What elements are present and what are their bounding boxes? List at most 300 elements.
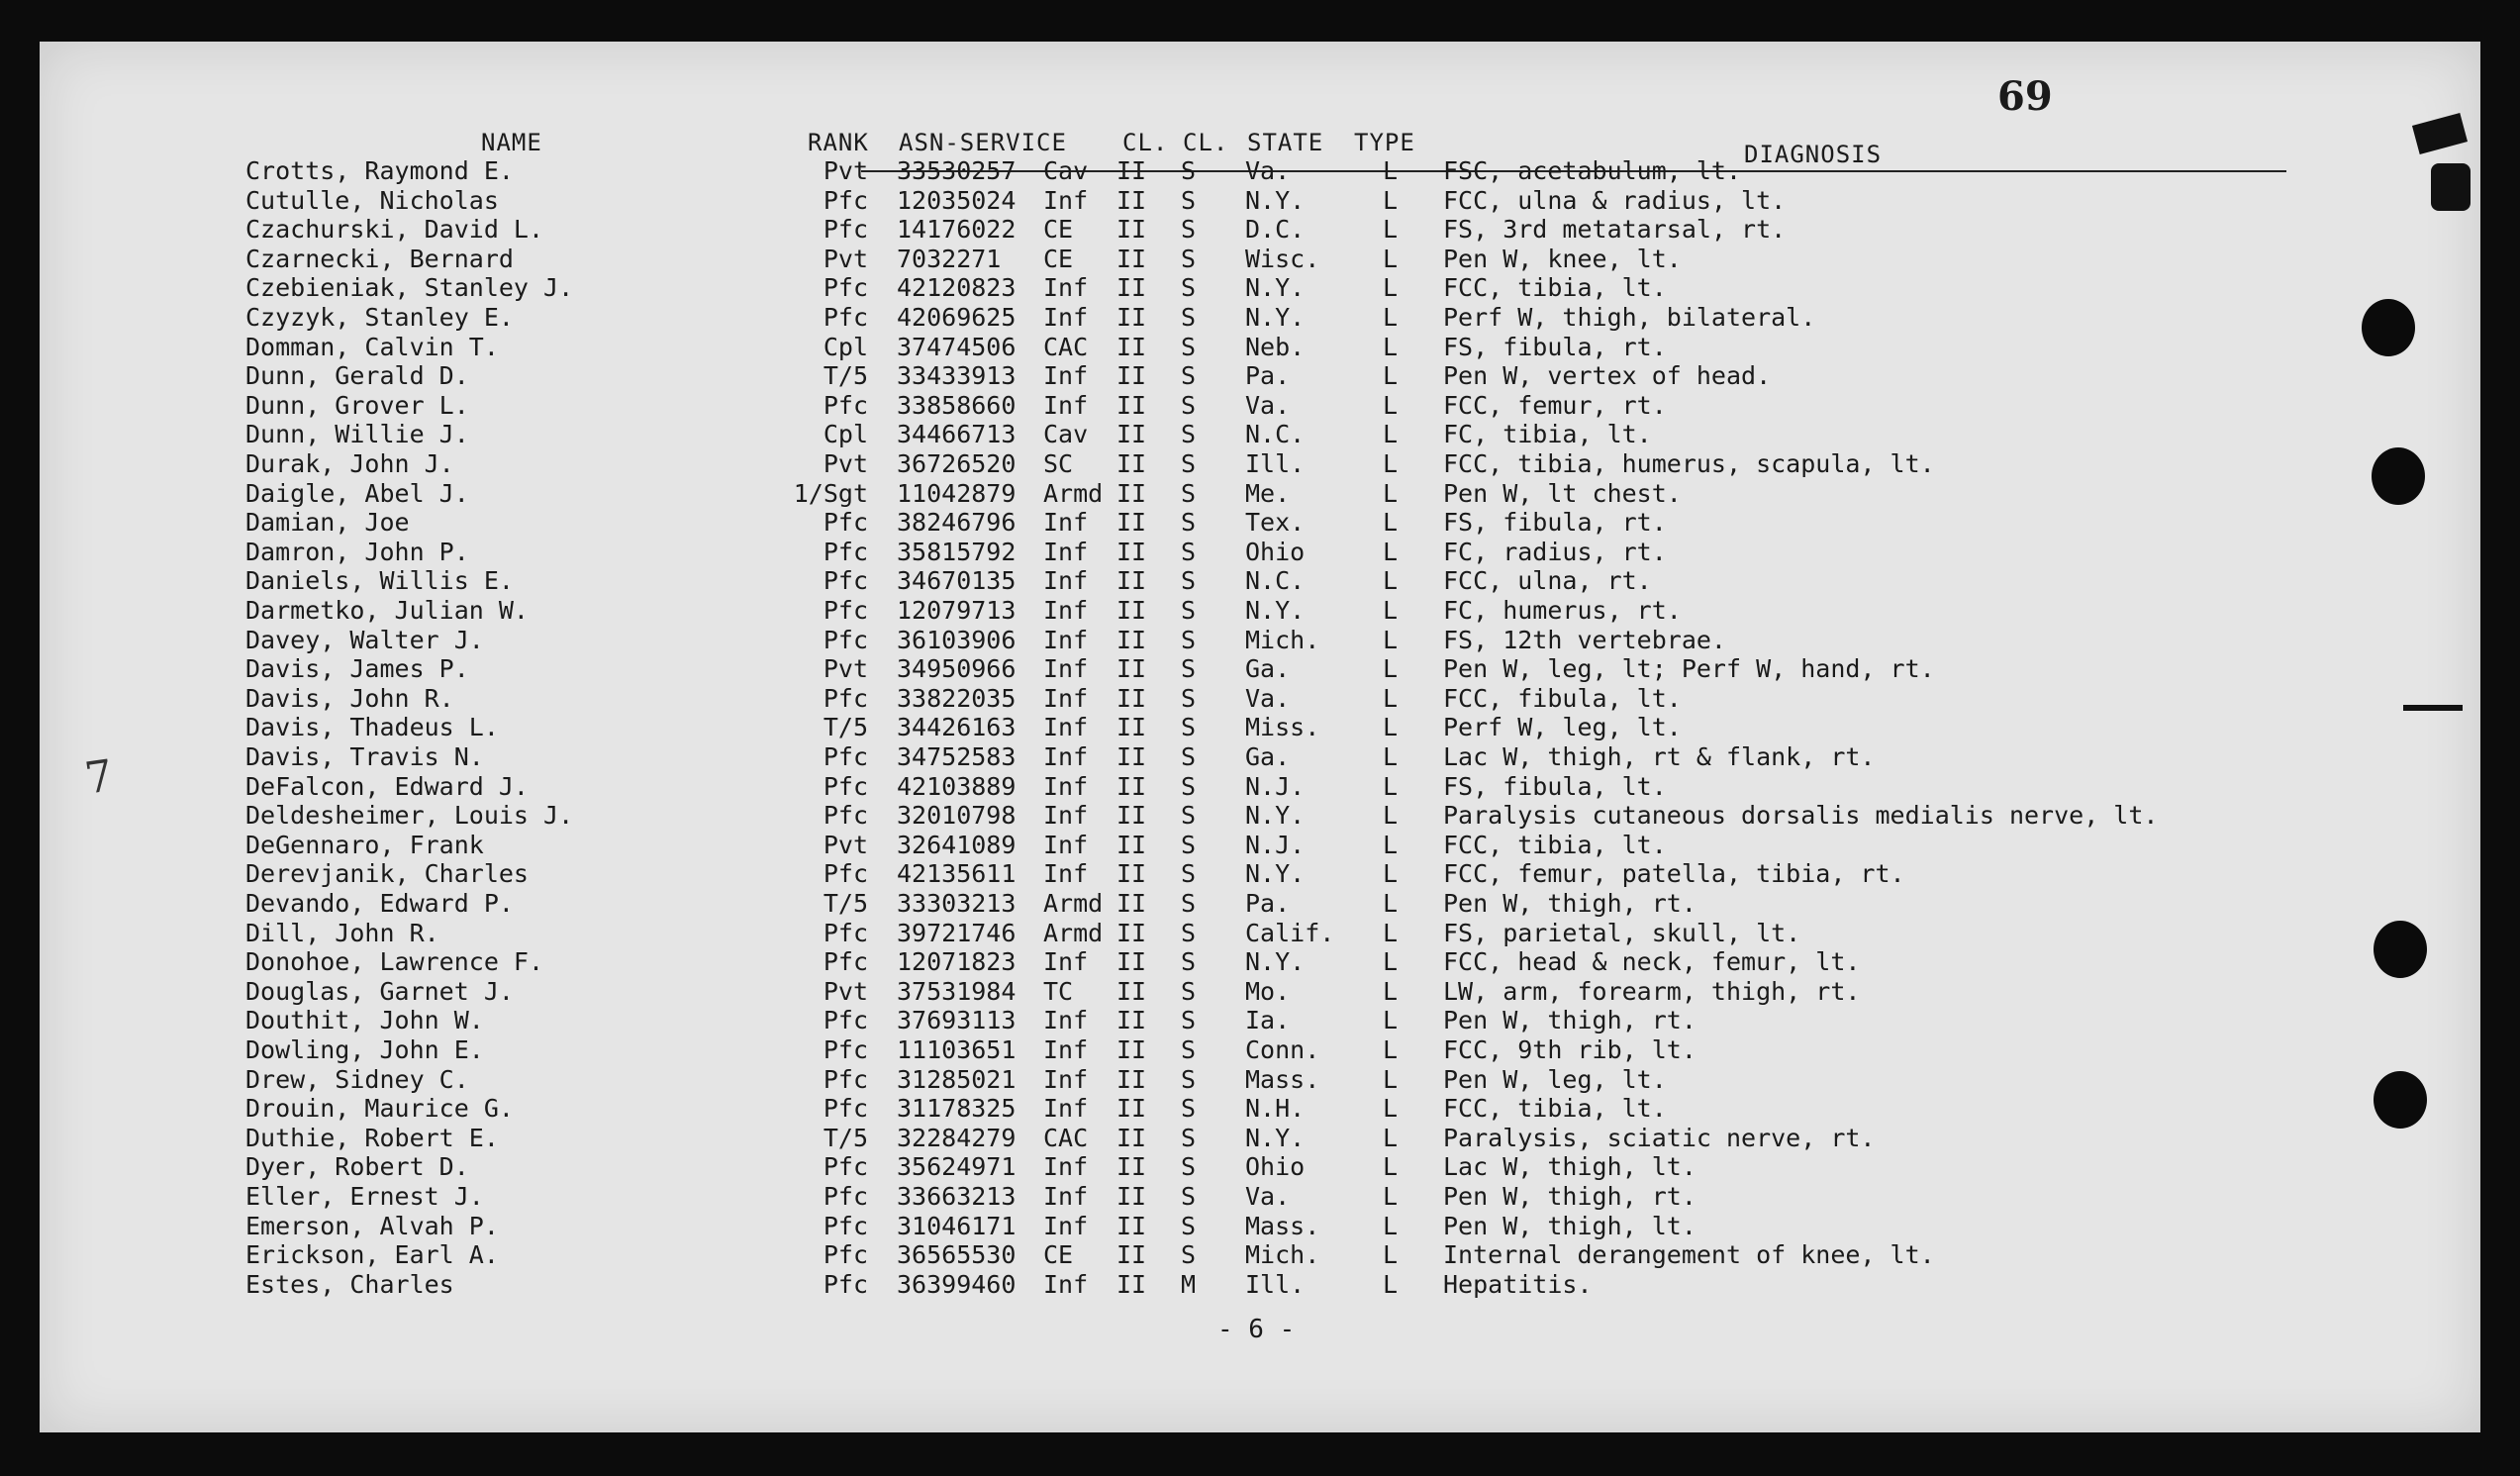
- cell-cl2: S: [1181, 361, 1197, 390]
- cell-type: L: [1383, 626, 1399, 654]
- cell-diagnosis: Pen W, thigh, lt.: [1443, 1212, 1696, 1240]
- header-cl1: CL.: [1122, 129, 1169, 156]
- cell-cl1: II: [1116, 1094, 1147, 1123]
- cell-asn: 33530257: [897, 156, 1017, 185]
- cell-state: Ill.: [1245, 449, 1306, 478]
- cell-cl2: S: [1181, 1006, 1197, 1034]
- cell-cl1: II: [1116, 449, 1147, 478]
- cell-cl1: II: [1116, 479, 1147, 508]
- table-row: [0, 596, 2520, 625]
- cell-service: Armd: [1043, 479, 1104, 508]
- cell-asn: 34950966: [897, 654, 1017, 683]
- cell-type: L: [1383, 1006, 1399, 1034]
- cell-name: Davis, James P.: [245, 654, 469, 683]
- cell-rank: 1/Sgt: [793, 479, 868, 508]
- table-row: [0, 479, 2520, 508]
- cell-diagnosis: Pen W, leg, lt.: [1443, 1065, 1667, 1094]
- cell-cl1: II: [1116, 538, 1147, 566]
- cell-cl1: II: [1116, 215, 1147, 244]
- cell-diagnosis: FCC, femur, rt.: [1443, 391, 1667, 420]
- cell-diagnosis: FCC, fibula, lt.: [1443, 684, 1682, 713]
- cell-asn: 7032271: [897, 245, 1002, 273]
- cell-cl1: II: [1116, 1124, 1147, 1152]
- table-row: [0, 186, 2520, 215]
- cell-rank: Pvt: [823, 156, 868, 185]
- cell-rank: Pfc: [823, 1270, 868, 1299]
- cell-cl1: II: [1116, 919, 1147, 947]
- cell-asn: 42069625: [897, 303, 1017, 332]
- cell-state: Mich.: [1245, 626, 1320, 654]
- header-rank: RANK: [808, 129, 869, 156]
- cell-state: Ohio: [1245, 1152, 1306, 1181]
- cell-asn: 33822035: [897, 684, 1017, 713]
- cell-name: Czebieniak, Stanley J.: [245, 273, 574, 302]
- table-row: [0, 1065, 2520, 1094]
- cell-diagnosis: FCC, tibia, humerus, scapula, lt.: [1443, 449, 1935, 478]
- table-row: [0, 508, 2520, 537]
- cell-name: Dunn, Gerald D.: [245, 361, 469, 390]
- cell-state: Miss.: [1245, 713, 1320, 741]
- cell-rank: Pfc: [823, 742, 868, 771]
- cell-state: Va.: [1245, 1182, 1291, 1211]
- cell-rank: Cpl: [823, 420, 868, 448]
- cell-rank: Pfc: [823, 391, 868, 420]
- cell-type: L: [1383, 1182, 1399, 1211]
- cell-service: Inf: [1043, 508, 1089, 537]
- cell-cl2: S: [1181, 508, 1197, 537]
- cell-type: L: [1383, 713, 1399, 741]
- cell-type: L: [1383, 508, 1399, 537]
- cell-service: Inf: [1043, 801, 1089, 830]
- cell-type: L: [1383, 889, 1399, 918]
- cell-cl1: II: [1116, 420, 1147, 448]
- cell-type: L: [1383, 303, 1399, 332]
- cell-asn: 42103889: [897, 772, 1017, 801]
- cell-state: N.Y.: [1245, 801, 1306, 830]
- cell-service: Inf: [1043, 831, 1089, 859]
- cell-asn: 34466713: [897, 420, 1017, 448]
- table-row: [0, 1035, 2520, 1064]
- cell-name: Dunn, Grover L.: [245, 391, 469, 420]
- table-row: [0, 420, 2520, 448]
- cell-name: Davey, Walter J.: [245, 626, 484, 654]
- cell-rank: Pfc: [823, 538, 868, 566]
- cell-rank: Pfc: [823, 1152, 868, 1181]
- cell-type: L: [1383, 361, 1399, 390]
- cell-cl1: II: [1116, 626, 1147, 654]
- cell-diagnosis: FS, fibula, rt.: [1443, 508, 1667, 537]
- cell-service: Inf: [1043, 654, 1089, 683]
- cell-service: CE: [1043, 245, 1074, 273]
- cell-type: L: [1383, 391, 1399, 420]
- cell-name: Czarnecki, Bernard: [245, 245, 514, 273]
- cell-rank: Pfc: [823, 1006, 868, 1034]
- cell-cl2: S: [1181, 1240, 1197, 1269]
- cell-cl2: S: [1181, 1065, 1197, 1094]
- cell-state: N.J.: [1245, 831, 1306, 859]
- cell-diagnosis: FS, 3rd metatarsal, rt.: [1443, 215, 1787, 244]
- cell-asn: 36103906: [897, 626, 1017, 654]
- table-row: [0, 742, 2520, 771]
- cell-cl1: II: [1116, 831, 1147, 859]
- cell-diagnosis: Pen W, thigh, rt.: [1443, 1006, 1696, 1034]
- table-row: [0, 391, 2520, 420]
- cell-rank: Pfc: [823, 947, 868, 976]
- cell-rank: Pfc: [823, 859, 868, 888]
- page-number: 69: [1997, 73, 2053, 120]
- cell-service: CE: [1043, 215, 1074, 244]
- cell-rank: Pfc: [823, 508, 868, 537]
- cell-state: N.C.: [1245, 566, 1306, 595]
- cell-rank: Pfc: [823, 684, 868, 713]
- cell-cl2: S: [1181, 1094, 1197, 1123]
- cell-cl1: II: [1116, 156, 1147, 185]
- cell-rank: Pfc: [823, 303, 868, 332]
- cell-service: Inf: [1043, 596, 1089, 625]
- cell-asn: 12079713: [897, 596, 1017, 625]
- cell-cl2: S: [1181, 186, 1197, 215]
- cell-service: Inf: [1043, 303, 1089, 332]
- cell-type: L: [1383, 742, 1399, 771]
- cell-diagnosis: Perf W, thigh, bilateral.: [1443, 303, 1816, 332]
- cell-service: TC: [1043, 977, 1074, 1006]
- cell-service: Armd: [1043, 889, 1104, 918]
- cell-cl1: II: [1116, 1182, 1147, 1211]
- cell-state: Ohio: [1245, 538, 1306, 566]
- cell-cl2: S: [1181, 215, 1197, 244]
- cell-diagnosis: Perf W, leg, lt.: [1443, 713, 1682, 741]
- table-row: [0, 654, 2520, 683]
- cell-diagnosis: FS, fibula, lt.: [1443, 772, 1667, 801]
- cell-diagnosis: FCC, head & neck, femur, lt.: [1443, 947, 1861, 976]
- cell-state: Tex.: [1245, 508, 1306, 537]
- table-row: [0, 859, 2520, 888]
- header-type: TYPE: [1354, 129, 1415, 156]
- cell-service: Inf: [1043, 859, 1089, 888]
- cell-rank: Pvt: [823, 449, 868, 478]
- cell-cl1: II: [1116, 596, 1147, 625]
- cell-asn: 34670135: [897, 566, 1017, 595]
- cell-rank: Pvt: [823, 245, 868, 273]
- cell-type: L: [1383, 245, 1399, 273]
- cell-type: L: [1383, 1065, 1399, 1094]
- cell-service: Inf: [1043, 361, 1089, 390]
- cell-diagnosis: FSC, acetabulum, lt.: [1443, 156, 1742, 185]
- cell-diagnosis: Paralysis, sciatic nerve, rt.: [1443, 1124, 1876, 1152]
- cell-state: N.Y.: [1245, 303, 1306, 332]
- cell-type: L: [1383, 215, 1399, 244]
- cell-state: Conn.: [1245, 1035, 1320, 1064]
- cell-name: Erickson, Earl A.: [245, 1240, 499, 1269]
- cell-cl2: S: [1181, 156, 1197, 185]
- table-row: [0, 1182, 2520, 1211]
- cell-name: Daniels, Willis E.: [245, 566, 514, 595]
- cell-name: DeGennaro, Frank: [245, 831, 484, 859]
- cell-asn: 33303213: [897, 889, 1017, 918]
- table-row: [0, 977, 2520, 1006]
- cell-asn: 35815792: [897, 538, 1017, 566]
- cell-cl2: S: [1181, 449, 1197, 478]
- cell-cl1: II: [1116, 889, 1147, 918]
- cell-state: N.Y.: [1245, 273, 1306, 302]
- cell-diagnosis: FC, radius, rt.: [1443, 538, 1667, 566]
- table-row: [0, 245, 2520, 273]
- cell-service: CAC: [1043, 333, 1089, 361]
- cell-type: L: [1383, 772, 1399, 801]
- table-row: [0, 361, 2520, 390]
- cell-type: L: [1383, 1152, 1399, 1181]
- cell-rank: Pvt: [823, 654, 868, 683]
- cell-cl2: S: [1181, 713, 1197, 741]
- cell-diagnosis: Pen W, knee, lt.: [1443, 245, 1682, 273]
- cell-rank: Pfc: [823, 596, 868, 625]
- cell-cl2: S: [1181, 859, 1197, 888]
- cell-cl2: S: [1181, 245, 1197, 273]
- cell-rank: Pfc: [823, 186, 868, 215]
- cell-asn: 39721746: [897, 919, 1017, 947]
- cell-cl1: II: [1116, 859, 1147, 888]
- cell-service: Inf: [1043, 1035, 1089, 1064]
- table-row: [0, 1212, 2520, 1240]
- table-row: [0, 1006, 2520, 1034]
- margin-note: 7: [81, 750, 117, 805]
- table-row: [0, 1124, 2520, 1152]
- cell-type: L: [1383, 156, 1399, 185]
- cell-diagnosis: LW, arm, forearm, thigh, rt.: [1443, 977, 1861, 1006]
- cell-state: Mass.: [1245, 1212, 1320, 1240]
- cell-cl2: S: [1181, 273, 1197, 302]
- table-row: [0, 303, 2520, 332]
- cell-name: Devando, Edward P.: [245, 889, 514, 918]
- cell-service: Inf: [1043, 1065, 1089, 1094]
- cell-cl1: II: [1116, 654, 1147, 683]
- cell-asn: 31046171: [897, 1212, 1017, 1240]
- cell-type: L: [1383, 684, 1399, 713]
- cell-diagnosis: Pen W, lt chest.: [1443, 479, 1682, 508]
- cell-type: L: [1383, 449, 1399, 478]
- cell-type: L: [1383, 538, 1399, 566]
- cell-asn: 37693113: [897, 1006, 1017, 1034]
- cell-cl1: II: [1116, 1152, 1147, 1181]
- cell-cl1: II: [1116, 245, 1147, 273]
- cell-cl1: II: [1116, 1006, 1147, 1034]
- cell-rank: Pfc: [823, 626, 868, 654]
- cell-cl2: S: [1181, 831, 1197, 859]
- cell-state: N.Y.: [1245, 1124, 1306, 1152]
- cell-state: N.H.: [1245, 1094, 1306, 1123]
- cell-state: Ga.: [1245, 742, 1291, 771]
- cell-diagnosis: Hepatitis.: [1443, 1270, 1593, 1299]
- cell-service: Inf: [1043, 626, 1089, 654]
- cell-asn: 14176022: [897, 215, 1017, 244]
- table-row: [0, 713, 2520, 741]
- cell-rank: T/5: [823, 713, 868, 741]
- cell-service: Inf: [1043, 713, 1089, 741]
- cell-cl2: S: [1181, 772, 1197, 801]
- cell-diagnosis: Pen W, vertex of head.: [1443, 361, 1772, 390]
- cell-asn: 36726520: [897, 449, 1017, 478]
- cell-type: L: [1383, 977, 1399, 1006]
- cell-cl1: II: [1116, 684, 1147, 713]
- cell-diagnosis: FCC, tibia, lt.: [1443, 831, 1667, 859]
- cell-asn: 34426163: [897, 713, 1017, 741]
- cell-name: Dowling, John E.: [245, 1035, 484, 1064]
- cell-name: Douthit, John W.: [245, 1006, 484, 1034]
- cell-service: CE: [1043, 1240, 1074, 1269]
- cell-diagnosis: Pen W, thigh, rt.: [1443, 1182, 1696, 1211]
- cell-state: Ia.: [1245, 1006, 1291, 1034]
- cell-cl1: II: [1116, 742, 1147, 771]
- cell-type: L: [1383, 420, 1399, 448]
- cell-type: L: [1383, 947, 1399, 976]
- cell-name: Donohoe, Lawrence F.: [245, 947, 544, 976]
- cell-cl2: S: [1181, 947, 1197, 976]
- cell-service: Cav: [1043, 156, 1089, 185]
- cell-name: Estes, Charles: [245, 1270, 454, 1299]
- cell-name: Drouin, Maurice G.: [245, 1094, 514, 1123]
- cell-name: Damian, Joe: [245, 508, 410, 537]
- cell-name: Derevjanik, Charles: [245, 859, 529, 888]
- cell-cl1: II: [1116, 801, 1147, 830]
- cell-asn: 37531984: [897, 977, 1017, 1006]
- cell-diagnosis: Pen W, thigh, rt.: [1443, 889, 1696, 918]
- cell-asn: 32284279: [897, 1124, 1017, 1152]
- cell-asn: 12035024: [897, 186, 1017, 215]
- cell-type: L: [1383, 831, 1399, 859]
- cell-state: Pa.: [1245, 361, 1291, 390]
- header-name: NAME: [481, 129, 542, 156]
- cell-state: N.Y.: [1245, 596, 1306, 625]
- cell-cl2: S: [1181, 1182, 1197, 1211]
- cell-cl2: S: [1181, 303, 1197, 332]
- cell-cl2: S: [1181, 1124, 1197, 1152]
- cell-asn: 11042879: [897, 479, 1017, 508]
- cell-cl2: S: [1181, 566, 1197, 595]
- header-state: STATE: [1247, 129, 1324, 156]
- cell-service: Inf: [1043, 772, 1089, 801]
- cell-name: DeFalcon, Edward J.: [245, 772, 529, 801]
- table-row: [0, 831, 2520, 859]
- cell-service: Inf: [1043, 566, 1089, 595]
- cell-cl1: II: [1116, 508, 1147, 537]
- cell-cl2: S: [1181, 420, 1197, 448]
- cell-cl1: II: [1116, 1270, 1147, 1299]
- cell-diagnosis: FS, fibula, rt.: [1443, 333, 1667, 361]
- cell-state: Calif.: [1245, 919, 1335, 947]
- cell-asn: 38246796: [897, 508, 1017, 537]
- table-row: [0, 1152, 2520, 1181]
- cell-asn: 31178325: [897, 1094, 1017, 1123]
- cell-service: CAC: [1043, 1124, 1089, 1152]
- cell-state: Neb.: [1245, 333, 1306, 361]
- cell-asn: 42120823: [897, 273, 1017, 302]
- cell-rank: Pfc: [823, 801, 868, 830]
- cell-state: Mich.: [1245, 1240, 1320, 1269]
- cell-asn: 33663213: [897, 1182, 1017, 1211]
- cell-rank: Pfc: [823, 1182, 868, 1211]
- cell-cl1: II: [1116, 1035, 1147, 1064]
- cell-name: Cutulle, Nicholas: [245, 186, 499, 215]
- header-cl2: CL.: [1183, 129, 1229, 156]
- cell-asn: 35624971: [897, 1152, 1017, 1181]
- cell-state: N.C.: [1245, 420, 1306, 448]
- cell-diagnosis: FCC, ulna, rt.: [1443, 566, 1652, 595]
- cell-state: D.C.: [1245, 215, 1306, 244]
- cell-type: L: [1383, 333, 1399, 361]
- cell-asn: 11103651: [897, 1035, 1017, 1064]
- table-row: [0, 919, 2520, 947]
- cell-state: N.Y.: [1245, 186, 1306, 215]
- cell-diagnosis: FCC, tibia, lt.: [1443, 273, 1667, 302]
- cell-rank: Cpl: [823, 333, 868, 361]
- cell-service: Inf: [1043, 947, 1089, 976]
- cell-cl2: S: [1181, 391, 1197, 420]
- cell-cl2: S: [1181, 654, 1197, 683]
- cell-type: L: [1383, 654, 1399, 683]
- cell-service: Inf: [1043, 1182, 1089, 1211]
- cell-service: Inf: [1043, 1094, 1089, 1123]
- cell-rank: Pfc: [823, 566, 868, 595]
- cell-state: Me.: [1245, 479, 1291, 508]
- cell-state: Ga.: [1245, 654, 1291, 683]
- table-row: [0, 1094, 2520, 1123]
- cell-diagnosis: FS, parietal, skull, lt.: [1443, 919, 1801, 947]
- table-row: [0, 947, 2520, 976]
- cell-service: Inf: [1043, 391, 1089, 420]
- cell-name: Davis, John R.: [245, 684, 454, 713]
- cell-state: Ill.: [1245, 1270, 1306, 1299]
- table-row: [0, 889, 2520, 918]
- cell-asn: 12071823: [897, 947, 1017, 976]
- cell-diagnosis: FC, tibia, lt.: [1443, 420, 1652, 448]
- cell-name: Domman, Calvin T.: [245, 333, 499, 361]
- header-asn-service: ASN-SERVICE: [899, 129, 1067, 156]
- cell-asn: 32010798: [897, 801, 1017, 830]
- cell-rank: T/5: [823, 1124, 868, 1152]
- cell-name: Czachurski, David L.: [245, 215, 544, 244]
- cell-service: Inf: [1043, 1212, 1089, 1240]
- cell-cl1: II: [1116, 186, 1147, 215]
- cell-diagnosis: FC, humerus, rt.: [1443, 596, 1682, 625]
- cell-cl1: II: [1116, 977, 1147, 1006]
- table-row: [0, 566, 2520, 595]
- table-row: [0, 1270, 2520, 1299]
- cell-cl1: II: [1116, 713, 1147, 741]
- cell-cl2: S: [1181, 1212, 1197, 1240]
- cell-service: Armd: [1043, 919, 1104, 947]
- cell-state: Va.: [1245, 391, 1291, 420]
- cell-type: L: [1383, 1094, 1399, 1123]
- cell-state: Mo.: [1245, 977, 1291, 1006]
- cell-type: L: [1383, 273, 1399, 302]
- cell-asn: 33858660: [897, 391, 1017, 420]
- cell-service: Inf: [1043, 1270, 1089, 1299]
- cell-name: Davis, Travis N.: [245, 742, 484, 771]
- table-row: [0, 273, 2520, 302]
- cell-state: Pa.: [1245, 889, 1291, 918]
- cell-cl2: S: [1181, 333, 1197, 361]
- table-row: [0, 1240, 2520, 1269]
- cell-name: Dunn, Willie J.: [245, 420, 469, 448]
- cell-service: Inf: [1043, 1152, 1089, 1181]
- cell-asn: 33433913: [897, 361, 1017, 390]
- cell-service: Inf: [1043, 273, 1089, 302]
- table-row: [0, 156, 2520, 185]
- cell-rank: Pfc: [823, 1094, 868, 1123]
- cell-name: Emerson, Alvah P.: [245, 1212, 499, 1240]
- cell-rank: Pvt: [823, 977, 868, 1006]
- cell-type: L: [1383, 566, 1399, 595]
